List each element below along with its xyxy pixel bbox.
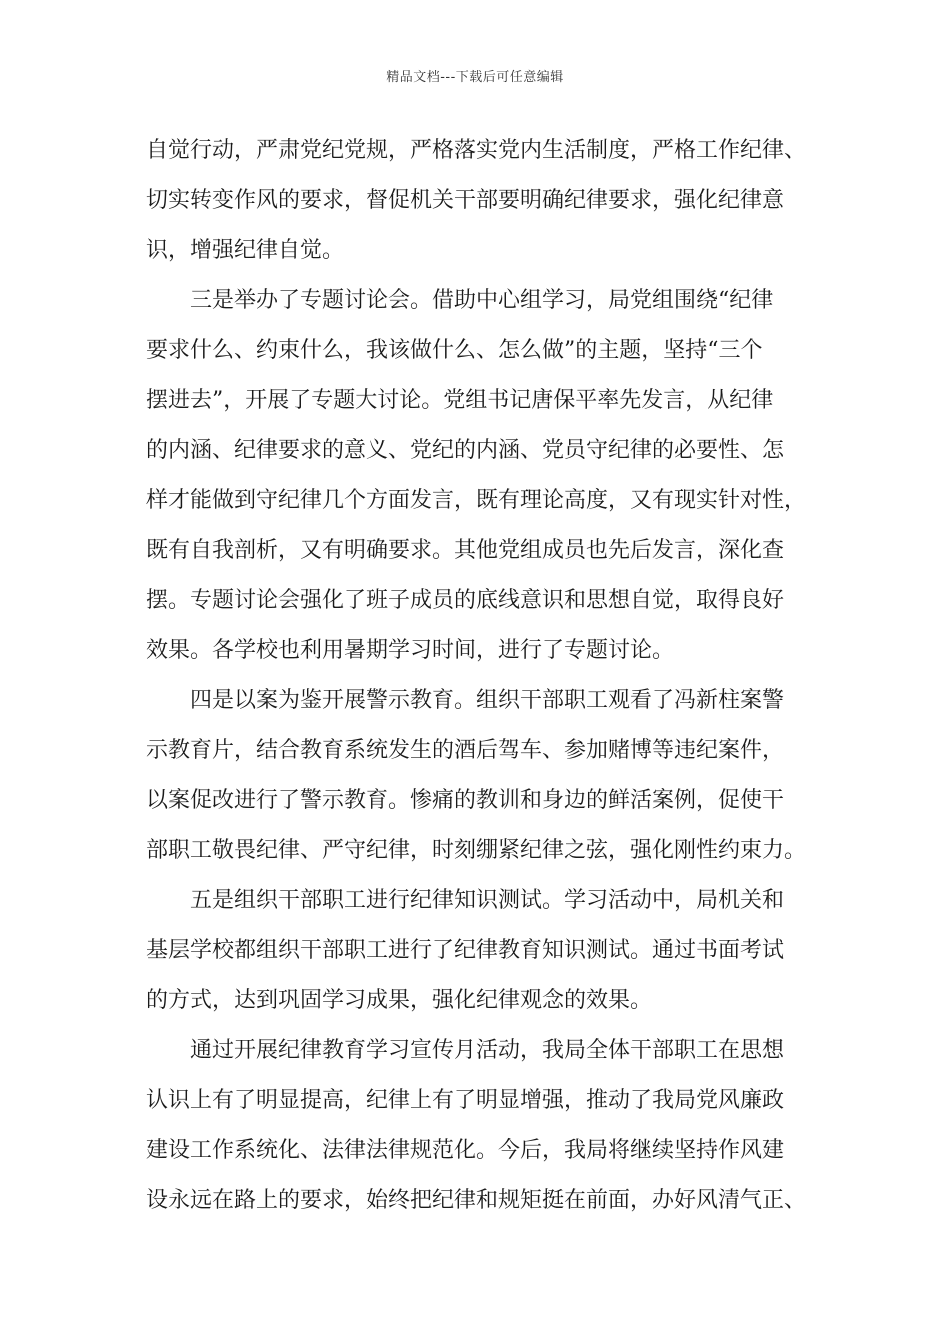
text-line: 摆进去”，开展了专题大讨论。党组书记唐保平率先发言，从纪律 — [146, 388, 774, 413]
text-line: 样才能做到守纪律几个方面发言，既有理论高度，又有现实针对性， — [146, 488, 807, 513]
text-line: 设永远在路上的要求，始终把纪律和规矩挺在前面，办好风清气正、 — [146, 1188, 807, 1213]
paragraph-start-line: 四是以案为鉴开展警示教育。组织干部职工观看了冯新柱案警 — [190, 688, 785, 713]
text-line: 以案促改进行了警示教育。惨痛的教训和身边的鲜活案例，促使干 — [146, 788, 785, 813]
text-line: 切实转变作风的要求，督促机关干部要明确纪律要求，强化纪律意 — [146, 188, 785, 213]
page-header: 精品文档---下载后可任意编辑 — [386, 70, 564, 85]
text-line: 自觉行动，严肃党纪党规，严格落实党内生活制度，严格工作纪律、 — [146, 138, 807, 163]
text-line: 的内涵、纪律要求的意义、党纪的内涵、党员守纪律的必要性、怎 — [146, 438, 785, 463]
body-text — [146, 126, 822, 1226]
text-line: 既有自我剖析，又有明确要求。其他党组成员也先后发言，深化查 — [146, 538, 785, 563]
paragraph-start-line: 通过开展纪律教育学习宣传月活动，我局全体干部职工在思想 — [190, 1038, 785, 1063]
text-line: 认识上有了明显提高，纪律上有了明显增强，推动了我局党风廉政 — [146, 1088, 785, 1113]
text-line: 效果。各学校也利用暑期学习时间，进行了专题讨论。 — [146, 638, 675, 663]
text-line: 摆。专题讨论会强化了班子成员的底线意识和思想自觉，取得良好 — [146, 588, 785, 613]
paragraph-start-line: 五是组织干部职工进行纪律知识测试。学习活动中，局机关和 — [190, 888, 785, 913]
text-line: 建设工作系统化、法律法律规范化。今后，我局将继续坚持作风建 — [146, 1138, 785, 1163]
text-line: 示教育片，结合教育系统发生的酒后驾车、参加赌博等违纪案件， — [146, 738, 785, 763]
text-line: 部职工敬畏纪律、严守纪律，时刻绷紧纪律之弦，强化刚性约束力。 — [146, 838, 807, 863]
text-line: 识，增强纪律自觉。 — [146, 238, 345, 263]
paragraph-start-line: 三是举办了专题讨论会。借助中心组学习，局党组围绕“纪律 — [190, 288, 774, 313]
text-line: 要求什么、约束什么，我该做什么、怎么做”的主题，坚持“三个 — [146, 338, 763, 363]
text-line: 的方式，达到巩固学习成果，强化纪律观念的效果。 — [146, 988, 653, 1013]
text-line: 基层学校都组织干部职工进行了纪律教育知识测试。通过书面考试 — [146, 938, 785, 963]
